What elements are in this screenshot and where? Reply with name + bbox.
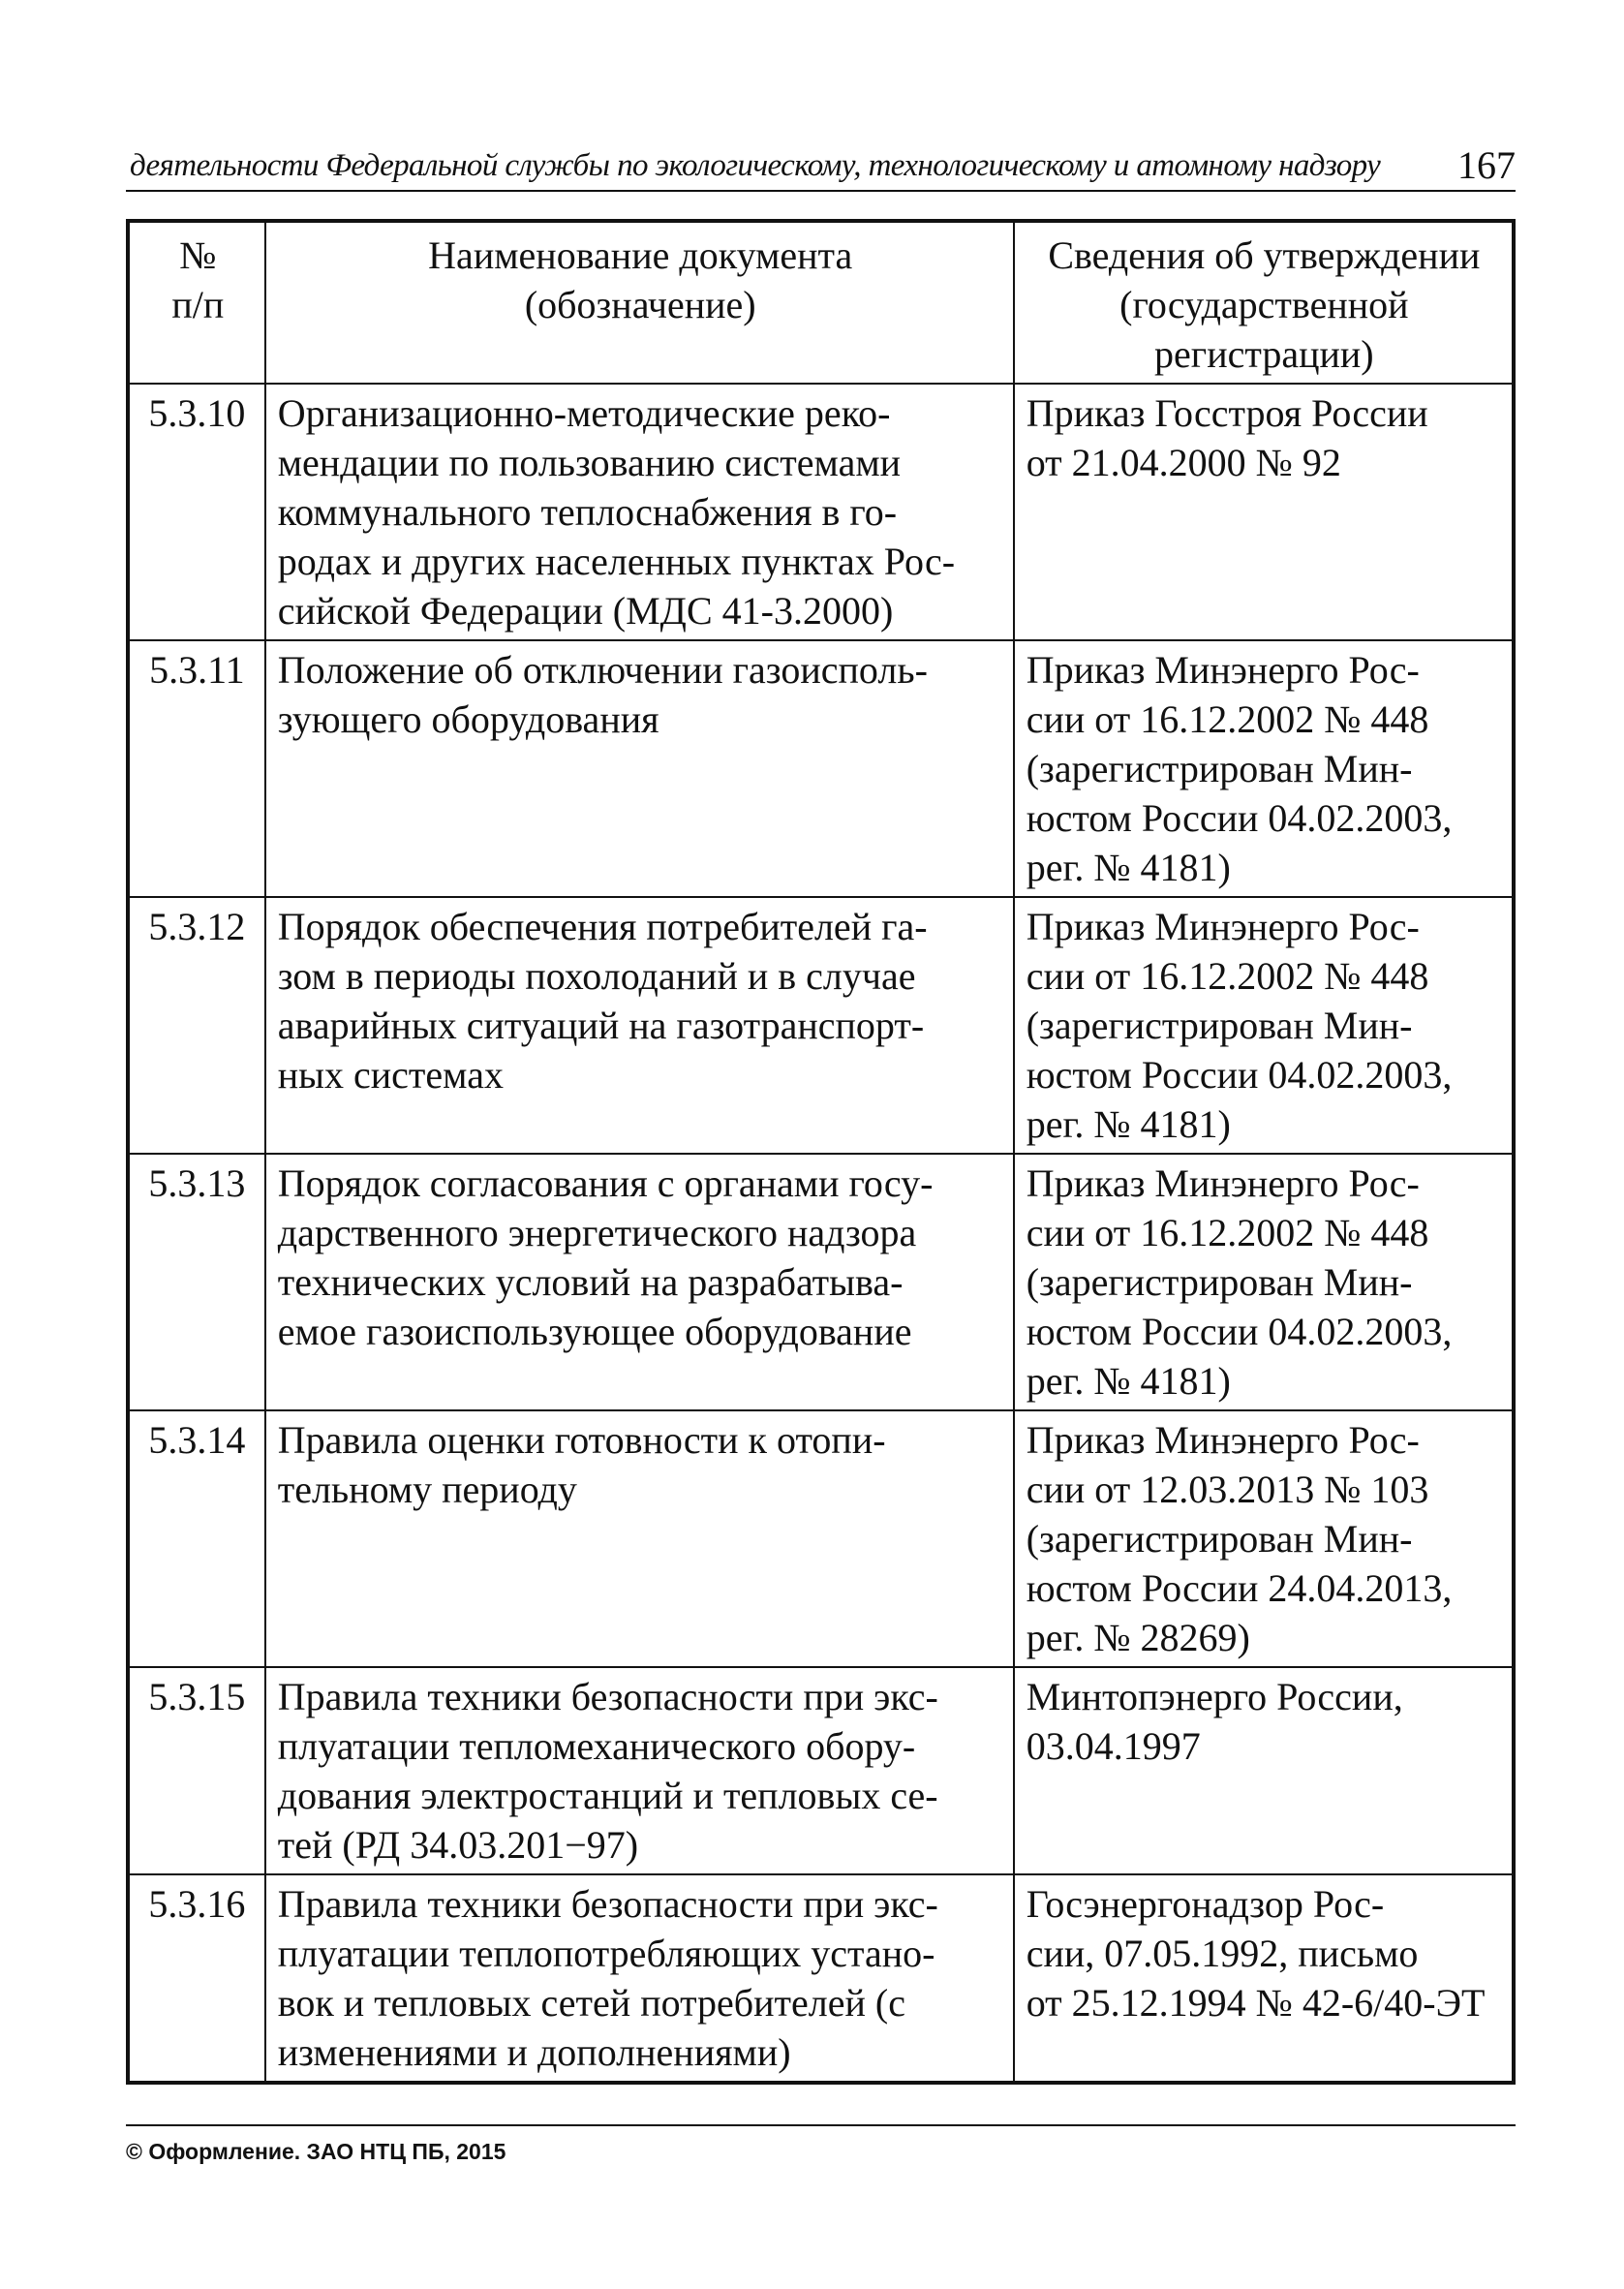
document-name-line: тей (РД 34.03.201−97) <box>277 1823 639 1867</box>
document-name-line: мендации по пользованию системами <box>277 441 902 484</box>
row-number: 5.3.12 <box>128 897 265 1154</box>
document-name-line: емое газоиспользующее оборудование <box>277 1310 912 1353</box>
approval-info-line: юстом России 04.02.2003, <box>1026 796 1453 840</box>
document-name-line: Правила оценки готовности к отопи- <box>277 1418 886 1462</box>
row-number: 5.3.15 <box>128 1667 265 1874</box>
column-header-approval-info <box>1014 221 1514 384</box>
header-line: Наименование документа <box>428 233 853 277</box>
approval-info-line: (зарегистрирован Мин- <box>1026 1004 1413 1047</box>
document-name-line: изменениями и дополнениями) <box>277 2030 791 2074</box>
table-row <box>128 1154 1514 1410</box>
document-name-cell <box>265 1410 1014 1667</box>
table-row <box>128 384 1514 640</box>
approval-info-line: сии от 16.12.2002 № 448 <box>1026 1211 1429 1254</box>
approval-info-line: сии от 16.12.2002 № 448 <box>1026 697 1429 741</box>
document-name-line: зом в периоды похолоданий и в случае <box>277 954 916 998</box>
document-name-line: плуатации теплопотребляющих устано- <box>277 1932 935 1975</box>
approval-info-line: рег. № 4181) <box>1026 1102 1231 1146</box>
table-row <box>128 1667 1514 1874</box>
documents-table <box>126 219 1516 2085</box>
approval-info-cell <box>1014 384 1514 640</box>
table-row <box>128 640 1514 897</box>
footer-divider <box>126 2124 1516 2126</box>
document-name-cell <box>265 1667 1014 1874</box>
row-number: 5.3.13 <box>128 1154 265 1410</box>
approval-info-cell <box>1014 1154 1514 1410</box>
table-row <box>128 1874 1514 2083</box>
header-line: (государственной <box>1119 283 1409 326</box>
document-name-cell <box>265 384 1014 640</box>
approval-info-line: Приказ Минэнерго Рос- <box>1026 1161 1420 1205</box>
document-name-line: коммунального теплоснабжения в го- <box>277 490 898 534</box>
document-name-cell <box>265 1154 1014 1410</box>
document-name-line: вок и тепловых сетей потребителей (с <box>277 1981 905 2025</box>
approval-info-line: юстом России 24.04.2013, <box>1026 1566 1453 1610</box>
header-line: п/п <box>171 283 225 326</box>
footer-copyright: © Оформление. ЗАО НТЦ ПБ, 2015 <box>126 2139 506 2164</box>
header-line: регистрации) <box>1154 332 1374 376</box>
approval-info-line: сии от 12.03.2013 № 103 <box>1026 1468 1429 1511</box>
approval-info-line: (зарегистрирован Мин- <box>1026 1517 1413 1561</box>
document-name-cell <box>265 1874 1014 2083</box>
approval-info-line: от 21.04.2000 № 92 <box>1026 441 1341 484</box>
table-body <box>128 384 1514 2083</box>
document-name-cell <box>265 897 1014 1154</box>
table-header <box>128 221 1514 384</box>
document-name-line: сийской Федерации (МДС 41-3.2000) <box>277 589 894 633</box>
approval-info-line: сии, 07.05.1992, письмо <box>1026 1932 1419 1975</box>
document-name-line: Порядок согласования с органами госу- <box>277 1161 934 1205</box>
header-line: Сведения об утверждении <box>1048 233 1481 277</box>
document-name-line: Правила техники безопасности при экс- <box>277 1882 938 1926</box>
approval-info-line: юстом России 04.02.2003, <box>1026 1310 1453 1353</box>
approval-info-line: рег. № 28269) <box>1026 1616 1250 1659</box>
approval-info-line: сии от 16.12.2002 № 448 <box>1026 954 1429 998</box>
header-line: (обозначение) <box>524 283 756 326</box>
approval-info-line: (зарегистрирован Мин- <box>1026 747 1413 790</box>
document-name-line: Организационно-методические реко- <box>277 391 891 435</box>
approval-info-line: Приказ Минэнерго Рос- <box>1026 1418 1420 1462</box>
approval-info-line: Минтопэнерго России, <box>1026 1675 1403 1718</box>
running-header <box>126 136 1516 192</box>
approval-info-cell <box>1014 1667 1514 1874</box>
row-number: 5.3.14 <box>128 1410 265 1667</box>
document-name-cell <box>265 640 1014 897</box>
header-line: № <box>179 233 217 277</box>
document-name-line: зующего оборудования <box>277 697 659 741</box>
approval-info-line: юстом России 04.02.2003, <box>1026 1053 1453 1097</box>
approval-info-line: рег. № 4181) <box>1026 846 1231 889</box>
document-name-line: технических условий на разрабатыва- <box>277 1260 904 1304</box>
approval-info-line: (зарегистрирован Мин- <box>1026 1260 1413 1304</box>
approval-info-line: Приказ Минэнерго Рос- <box>1026 648 1420 692</box>
approval-info-cell <box>1014 1410 1514 1667</box>
document-name-line: плуатации тепломеханического обору- <box>277 1724 916 1768</box>
document-name-line: тельному периоду <box>277 1468 577 1511</box>
approval-info-line: от 25.12.1994 № 42-6/40-ЭТ <box>1026 1981 1486 2025</box>
column-header-document-name <box>265 221 1014 384</box>
approval-info-line: Приказ Госстроя России <box>1026 391 1428 435</box>
document-name-line: дования электростанций и тепловых се- <box>277 1774 938 1817</box>
page-number: 167 <box>1457 143 1516 187</box>
row-number: 5.3.11 <box>128 640 265 897</box>
table-row <box>128 1410 1514 1667</box>
document-name-line: Правила техники безопасности при экс- <box>277 1675 938 1718</box>
approval-info-cell <box>1014 897 1514 1154</box>
running-title: деятельности Федеральной службы по экологическому, технологическому и атомному надзору <box>130 148 1381 183</box>
approval-info-cell <box>1014 640 1514 897</box>
document-name-line: аварийных ситуаций на газотранспорт- <box>277 1004 925 1047</box>
row-number: 5.3.10 <box>128 384 265 640</box>
document-name-line: Порядок обеспечения потребителей га- <box>277 905 928 948</box>
document-name-line: Положение об отключении газоисполь- <box>277 648 928 692</box>
approval-info-line: Приказ Минэнерго Рос- <box>1026 905 1420 948</box>
document-name-line: дарственного энергетического надзора <box>277 1211 917 1254</box>
approval-info-line: 03.04.1997 <box>1026 1724 1201 1768</box>
approval-info-cell <box>1014 1874 1514 2083</box>
row-number: 5.3.16 <box>128 1874 265 2083</box>
document-name-line: родах и других населенных пунктах Рос- <box>277 540 956 583</box>
approval-info-line: Госэнергонадзор Рос- <box>1026 1882 1385 1926</box>
approval-info-line: рег. № 4181) <box>1026 1359 1231 1403</box>
column-header-number <box>128 221 265 384</box>
document-name-line: ных системах <box>277 1053 504 1097</box>
table-row <box>128 897 1514 1154</box>
table-header-row <box>128 221 1514 384</box>
